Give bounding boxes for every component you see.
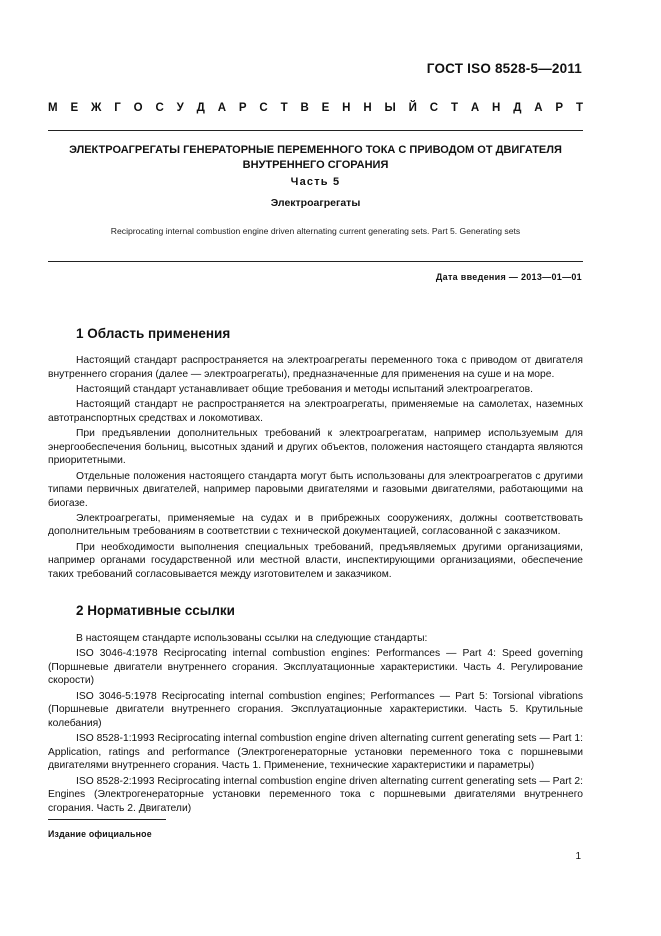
title-line-1: ЭЛЕКТРОАГРЕГАТЫ ГЕНЕРАТОРНЫЕ ПЕРЕМЕННОГО ТОКА С ПРИВОДОМ ОТ ДВИГАТЕЛЯ — [69, 144, 562, 156]
part-label: Часть 5 — [290, 176, 341, 188]
middle-rule — [48, 261, 583, 262]
standard-number: ГОСТ ISO 8528-5—2011 — [426, 61, 582, 76]
paragraph: При необходимости выполнения специальных требований, предъявляемых другими организациями, например органами государственной или местной власти, инспектирующими организациями, обеспечение таких требований согласовывается между изготовителем и заказчиком. — [48, 541, 583, 580]
section-2-heading: 2 Нормативные ссылки — [76, 603, 235, 618]
paragraph: При предъявлении дополнительных требований к электроагрегатам, например используемым для энергообеспечения больниц, высотных зданий и других объектов, положения настоящего стандарта являются приоритетными. — [48, 428, 583, 467]
footnote-rule — [48, 819, 166, 820]
paragraph: Настоящий стандарт распространяется на электроагрегаты переменного тока с приводом от двигателя внутреннего сгорания (далее — электроагрегаты), предназначенные для применения на суше и на море. — [48, 355, 583, 380]
reference-item: ISO 3046-4:1978 Reciprocating internal combustion engines: Performances — Part 4: Speed governing (Поршневые двигатели внутреннего сгорания. Эксплуатационные характеристики. Часть 4. Регулирование скорости) — [48, 648, 583, 687]
document-title — [48, 143, 583, 173]
introduction-date: Дата введения — 2013—01—01 — [435, 272, 582, 282]
reference-item: ISO 8528-1:1993 Reciprocating internal combustion engine driven alternating current generating sets — Part 1: Application, ratings and performance (Электрогенераторные установки переменного тока с поршневыми двигателями внутреннего сгорания. Часть 1. Применение, технические характеристики и параметры) — [48, 733, 583, 772]
top-rule — [48, 130, 583, 131]
section-1-body — [48, 354, 583, 583]
english-title: Reciprocating internal combustion engine driven alternating current generating sets. Part 5. Generating sets — [110, 226, 521, 236]
interstate-standard-banner: М Е Ж Г О С У Д А Р С Т В Е Н Н Ы Й С Т А Н Д А Р Т — [48, 102, 583, 114]
page-number: 1 — [575, 851, 581, 862]
reference-item: ISO 3046-5:1978 Reciprocating internal combustion engines; Performances — Part 5: Torsional vibrations (Поршневые двигатели внутреннего сгорания. Эксплуатационные характеристики. Часть 5. Крутильные колебания) — [48, 690, 583, 729]
document-subtitle: Электроагрегаты — [270, 197, 361, 209]
paragraph: Настоящий стандарт не распространяется на электроагрегаты, применяемые на самолетах, наземных автотранспортных средствах и локомотивах. — [48, 399, 583, 424]
paragraph: Отдельные положения настоящего стандарта могут быть использованы для электроагрегатов с другими типами первичных двигателей, например паровыми двигателями и газовыми двигателями, работающими на биогазе. — [48, 470, 583, 509]
official-edition-note: Издание официальное — [48, 829, 152, 839]
paragraph: В настоящем стандарте использованы ссылки на следующие стандарты: — [76, 633, 428, 644]
section-2-body — [48, 632, 583, 817]
reference-item: ISO 8528-2:1993 Reciprocating internal combustion engine driven alternating current generating sets — Part 2: Engines (Электрогенераторные установки переменного тока с поршневыми двигателями внутреннего сгорания. Часть 2. Двигатели) — [48, 775, 583, 814]
title-line-2: ВНУТРЕННЕГО СГОРАНИЯ — [242, 159, 389, 171]
paragraph: Электроагрегаты, применяемые на судах и в прибрежных сооружениях, должны соответствовать дополнительным требованиям в соответствии с технической документацией, согласованной с заказчиком. — [48, 512, 583, 538]
section-1-heading: 1 Область применения — [76, 326, 231, 341]
paragraph: Настоящий стандарт устанавливает общие требования и методы испытаний электроагрегатов. — [76, 383, 533, 395]
